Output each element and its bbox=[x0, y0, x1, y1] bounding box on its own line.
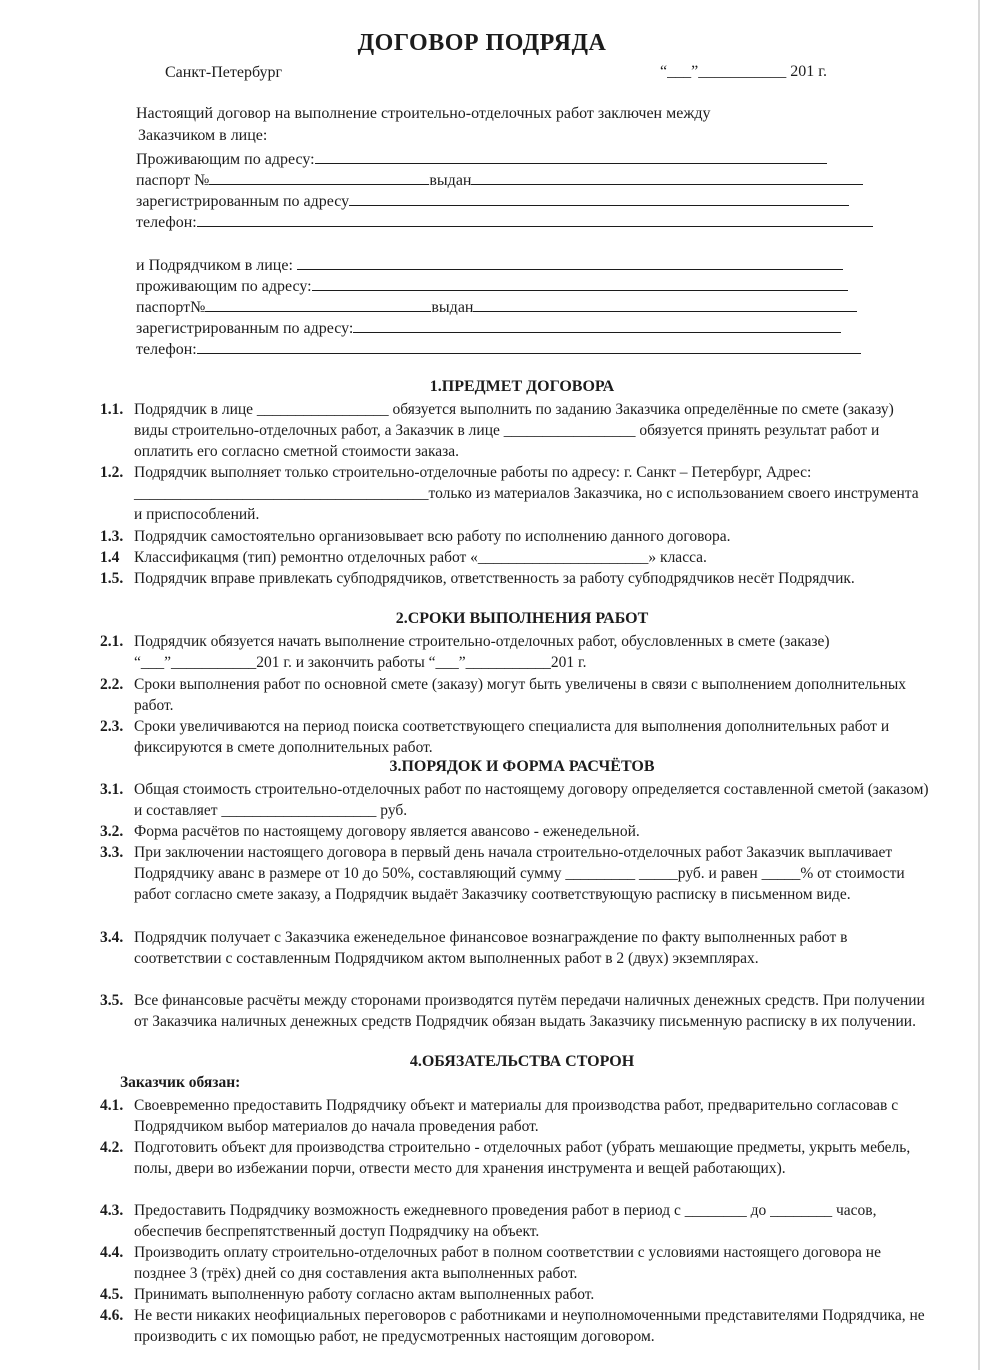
clause: 3.4. Подрядчик получает с Заказчика еженедельное финансовое вознаграждение по факту выполненных работ в соответствии с составленным Подрядчиком актом выполненных работ в 2 (двух) экземплярах. bbox=[100, 929, 848, 967]
clause: 4.3. Предоставить Подрядчику возможность ежедневного проведения работ в период с ________ до ________ часов, обеспечив беспрепятственный доступ Подрядчику на объект. bbox=[100, 1202, 877, 1240]
customer-passport-line: паспорт № выдан bbox=[136, 170, 863, 190]
clause: 1.2. Подрядчик выполняет только строительно-отделочные работы по адресу: г. Санкт – Петербург, Адрес: ______________________________________только из материалов Заказчика, но с использованием своего инструмента и приспособлений. bbox=[100, 464, 919, 523]
clause: 3.3. При заключении настоящего договора в первый день начала строительно-отделочных работ Заказчик выплачивает Подрядчику аванс в размере от 10 до 50%, составляющий сумму _________ _____руб. и равен _____% от стоимости работ согласно смете заказу, а Подрядчик выдаёт Заказчику соответствующую расписку в письменном виде. bbox=[100, 844, 905, 903]
clause: 4.1. Своевременно предоставить Подрядчику объект и материалы для производства работ, предварительно согласовав с Подрядчиком выбор материалов до начала проведения работ. bbox=[100, 1097, 899, 1135]
contractor-registration-line: зарегистрированным по адресу: bbox=[136, 318, 841, 338]
clause: 1.3. Подрядчик самостоятельно организовывает всю работу по исполнению данного договора. bbox=[100, 528, 731, 545]
document-title: ДОГОВОР ПОДРЯДА bbox=[357, 30, 607, 56]
customer-address-line: Проживающим по адресу: bbox=[136, 149, 827, 169]
clause: 1.1. Подрядчик в лице _________________ обязуется выполнить по заданию Заказчика определённые по смете (заказу) виды строительно-отделочных работ, а Заказчик в лице _________________ обязуется принять результат работ и оплатить его согласно сметной стоимости заказа. bbox=[100, 401, 894, 460]
clause: 3.1. Общая стоимость строительно-отделочных работ по настоящему договору определяется составленной сметой (заказом) и составляет ____________________ руб. bbox=[100, 781, 929, 819]
section-heading: 2.СРОКИ ВЫПОЛНЕНИЯ РАБОТ bbox=[395, 610, 649, 627]
document-city: Санкт-Петербург bbox=[165, 64, 283, 81]
contractor-name-line: и Подрядчиком в лице: bbox=[136, 255, 843, 275]
clause: 4.2. Подготовить объект для производства строительно - отделочных работ (убрать мешающие предметы, укрыть мебель, полы, двери во избежании порчи, отвести место для хранения инструмента и вещей работающих). bbox=[100, 1139, 911, 1177]
clause: 2.1. Подрядчик обязуется начать выполнение строительно-отделочных работ, обусловленных в смете (заказе) “___”___________201 г. и закончить работы “___”___________201 г. bbox=[100, 633, 830, 671]
contractor-passport-line: паспорт№ выдан bbox=[136, 297, 857, 317]
clause: 4.4. Производить оплату строительно-отделочных работ в полном соответствии с условиями настоящего договора не позднее 3 (трёх) дней со дня составления акта выполненных работ. bbox=[100, 1244, 881, 1282]
section-heading: 3.ПОРЯДОК И ФОРМА РАСЧЁТОВ bbox=[389, 758, 655, 775]
document-date: “___”___________ 201 г. bbox=[660, 63, 827, 80]
clause: 2.3. Сроки увеличиваются на период поиска соответствующего специалиста для выполнения дополнительных работ и фиксируются в смете дополнительных работ. bbox=[100, 718, 890, 756]
clause: 1.5. Подрядчик вправе привлекать субподрядчиков, ответственность за работу субподрядчиков несёт Подрядчик. bbox=[100, 570, 855, 587]
clause: 3.5. Все финансовые расчёты между сторонами производятся путём передачи наличных денежных средств. При получении от Заказчика наличных денежных средств Подрядчик обязан выдать Заказчику письменную расписку в их получении. bbox=[100, 992, 925, 1030]
clause: 2.2. Сроки выполнения работ по основной смете (заказу) могут быть увеличены в связи с выполнением дополнительных работ. bbox=[100, 676, 907, 714]
section-subheading: Заказчик обязан: bbox=[120, 1074, 241, 1091]
contractor-phone-line: телефон: bbox=[136, 339, 861, 359]
document-intro: Настоящий договор на выполнение строительно-отделочных работ заключен между bbox=[136, 105, 711, 122]
customer-phone-line: телефон: bbox=[136, 212, 873, 232]
customer-name-line: Заказчиком в лице: bbox=[138, 127, 268, 144]
clause: 4.5. Принимать выполненную работу согласно актам выполненных работ. bbox=[100, 1286, 595, 1303]
clause: 1.4 Классификацмя (тип) ремонтно отделочных работ «______________________» класса. bbox=[100, 549, 707, 566]
customer-registration-line: зарегистрированным по адресу bbox=[136, 191, 849, 211]
clause: 3.2. Форма расчётов по настоящему договору является авансово - еженедельной. bbox=[100, 823, 640, 840]
section-heading: 1.ПРЕДМЕТ ДОГОВОРА bbox=[429, 378, 615, 395]
contractor-address-line: проживающим по адресу: bbox=[136, 276, 848, 296]
clause: 4.6. Не вести никаких неофициальных переговоров с работниками и неуполномоченными представителями Подрядчика, не производить с их помощью работ, не предусмотренных настоящим договором. bbox=[100, 1307, 925, 1345]
section-heading: 4.ОБЯЗАТЕЛЬСТВА СТОРОН bbox=[409, 1053, 635, 1070]
page-edge bbox=[978, 0, 980, 1370]
